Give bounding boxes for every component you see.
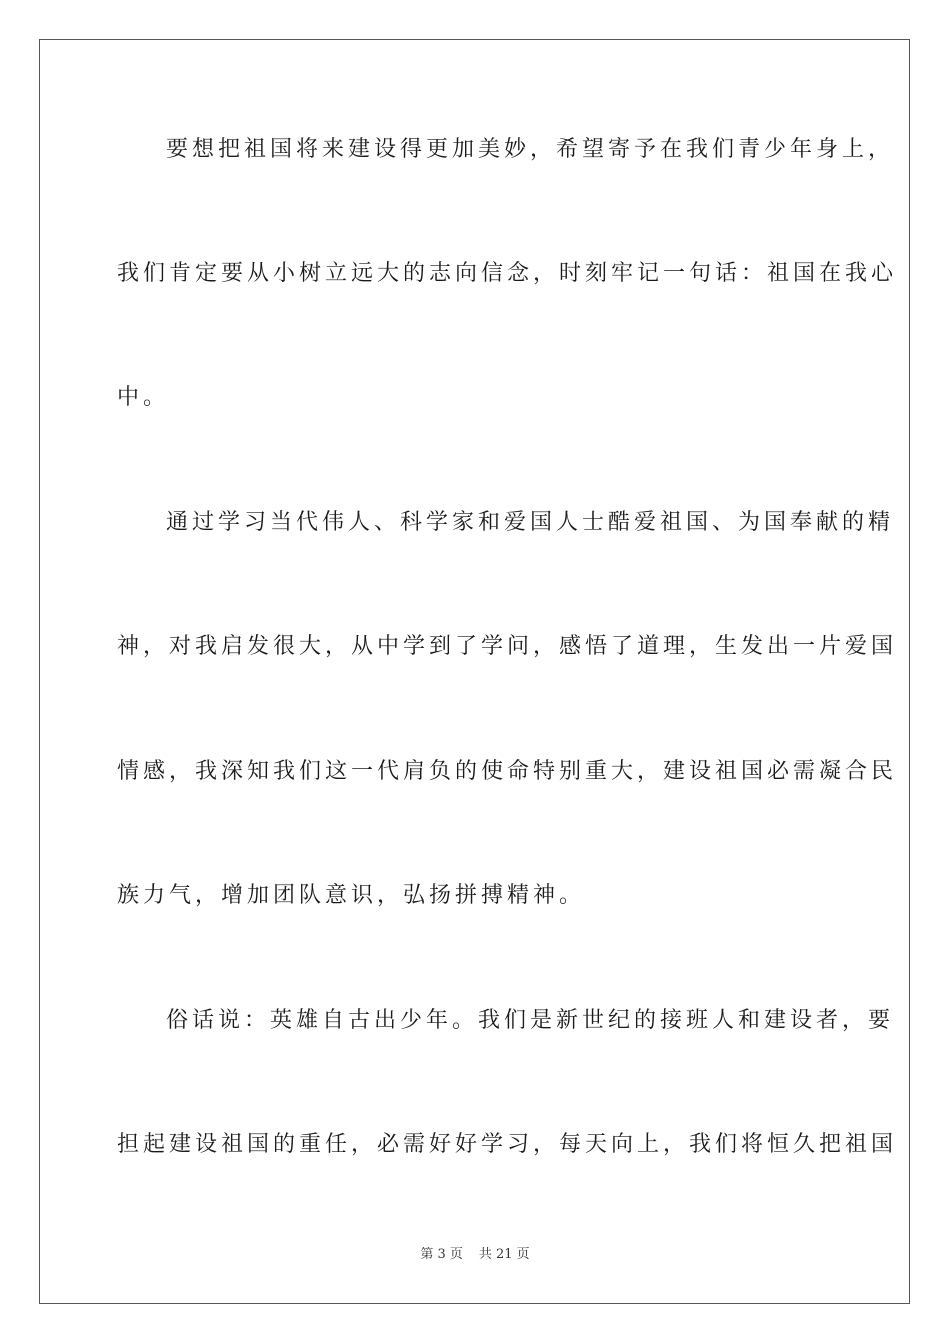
paragraph-3-line-2: 担起建设祖国的重任，必需好好学习，每天向上，我们将恒久把祖国 [117,1132,898,1157]
page-total: 共 21 页 [478,1247,530,1262]
page-border [39,39,910,1304]
paragraph-3-line-1: 俗话说：英雄自古出少年。我们是新世纪的接班人和建设者，要 [166,1008,895,1033]
paragraph-1-line-1: 要想把祖国将来建设得更加美妙，希望寄予在我们青少年身上， [166,137,895,162]
paragraph-2-line-1: 通过学习当代伟人、科学家和爱国人士酷爱祖国、为国奉献的精 [166,510,895,535]
paragraph-1-line-3: 中。 [117,385,170,410]
page-number: 第 3 页 [420,1247,463,1262]
page-footer [0,1246,950,1264]
paragraph-1-line-2: 我们肯定要从小树立远大的志向信念，时刻牢记一句话：祖国在我心 [117,261,898,286]
paragraph-2-line-3: 情感，我深知我们这一代肩负的使命特别重大，建设祖国必需凝合民 [117,759,898,784]
paragraph-2-line-4: 族力气，增加团队意识，弘扬拼搏精神。 [117,883,586,908]
paragraph-2-line-2: 神，对我启发很大，从中学到了学问，感悟了道理，生发出一片爱国 [117,634,898,659]
